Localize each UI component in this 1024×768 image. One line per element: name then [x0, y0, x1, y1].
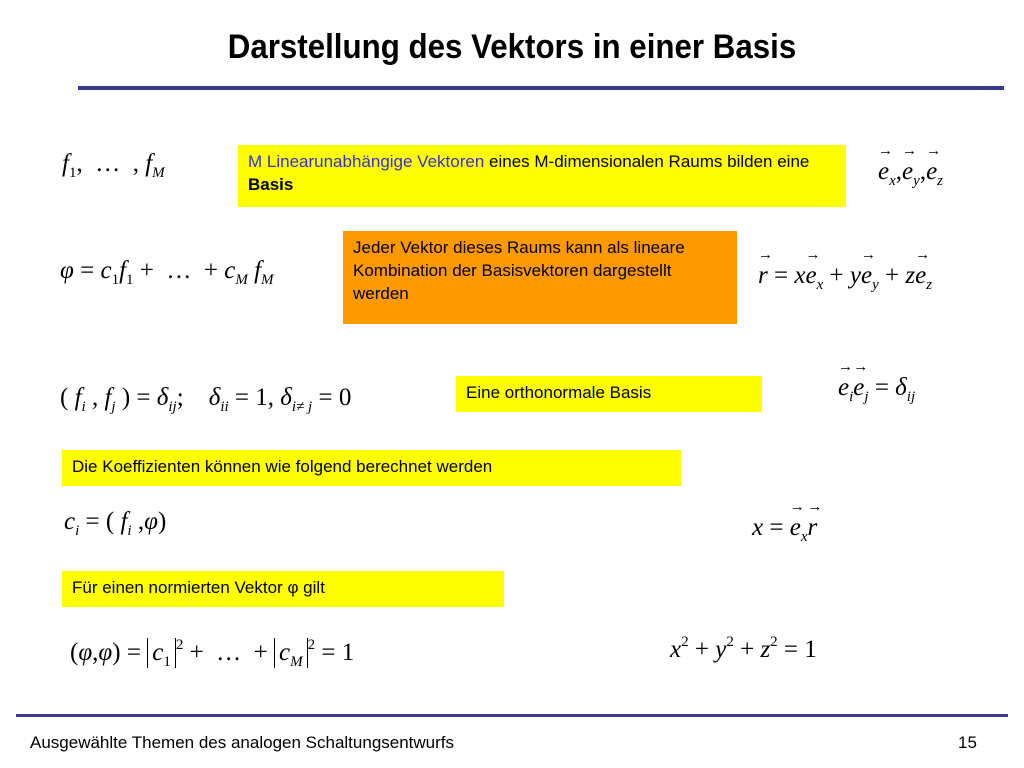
formula-norm-phi: $(\varphi,\varphi) = c_1^2$ + … + $c_M^2 = 1$: [70, 637, 355, 670]
formula-x-projection: x = → $e_x\to r$: [752, 514, 817, 542]
basis-bold-text: Basis: [248, 175, 294, 194]
basis-rest-text: eines M-dimensionalen Raums bilden eine: [484, 152, 810, 171]
page-number: 15: [958, 733, 977, 752]
formula-orthonormal: ( $f_i$ , $f_j$ ) = $\delta_{ij}$; $\delta_{ii} = 1$, $\delta_{i\ne j} = 0$: [60, 384, 352, 415]
formula-e-product: → $e_i\to e_j = \delta_{ij}$: [838, 374, 915, 402]
slide-title: Darstellung des Vektors in einer Basis: [227, 28, 797, 66]
linear-combination-box: Jeder Vektor dieses Raums kann als lineare Kombination der Basisvektoren dargestellt werden: [343, 231, 737, 324]
coefficients-box: Die Koeffizienten können wie folgend berechnet werden: [62, 450, 681, 486]
basis-highlight-text: M Linearunabhängige Vektoren: [248, 152, 485, 171]
footer-text: Ausgewählte Themen des analogen Schaltungsentwurfs: [30, 733, 455, 752]
title-divider: [78, 86, 1004, 90]
footer-divider: [16, 714, 1008, 717]
formula-r-expansion: → $r = x\to e_x + y\to e_y + z\to e_z$: [758, 262, 932, 290]
formula-phi-expansion: $\varphi = c_1f_1$ + … + $c_M$ $f_M$: [60, 257, 274, 288]
formula-coefficient: $c_i$ = ( $f_i$ ,φ): [64, 508, 167, 539]
formula-f-list: $f_1$, … , $f_M$: [62, 150, 165, 181]
formula-unit-vectors: → $e_x,\to e_y,\to e_z$: [878, 158, 943, 186]
formula-norm-r: $x^2 + y^2 + z^2 = 1$: [670, 634, 817, 663]
normalized-vector-box: Für einen normierten Vektor φ gilt: [62, 571, 504, 607]
basis-definition-box: [238, 145, 846, 207]
orthonormal-basis-box: Eine orthonormale Basis: [456, 376, 762, 412]
